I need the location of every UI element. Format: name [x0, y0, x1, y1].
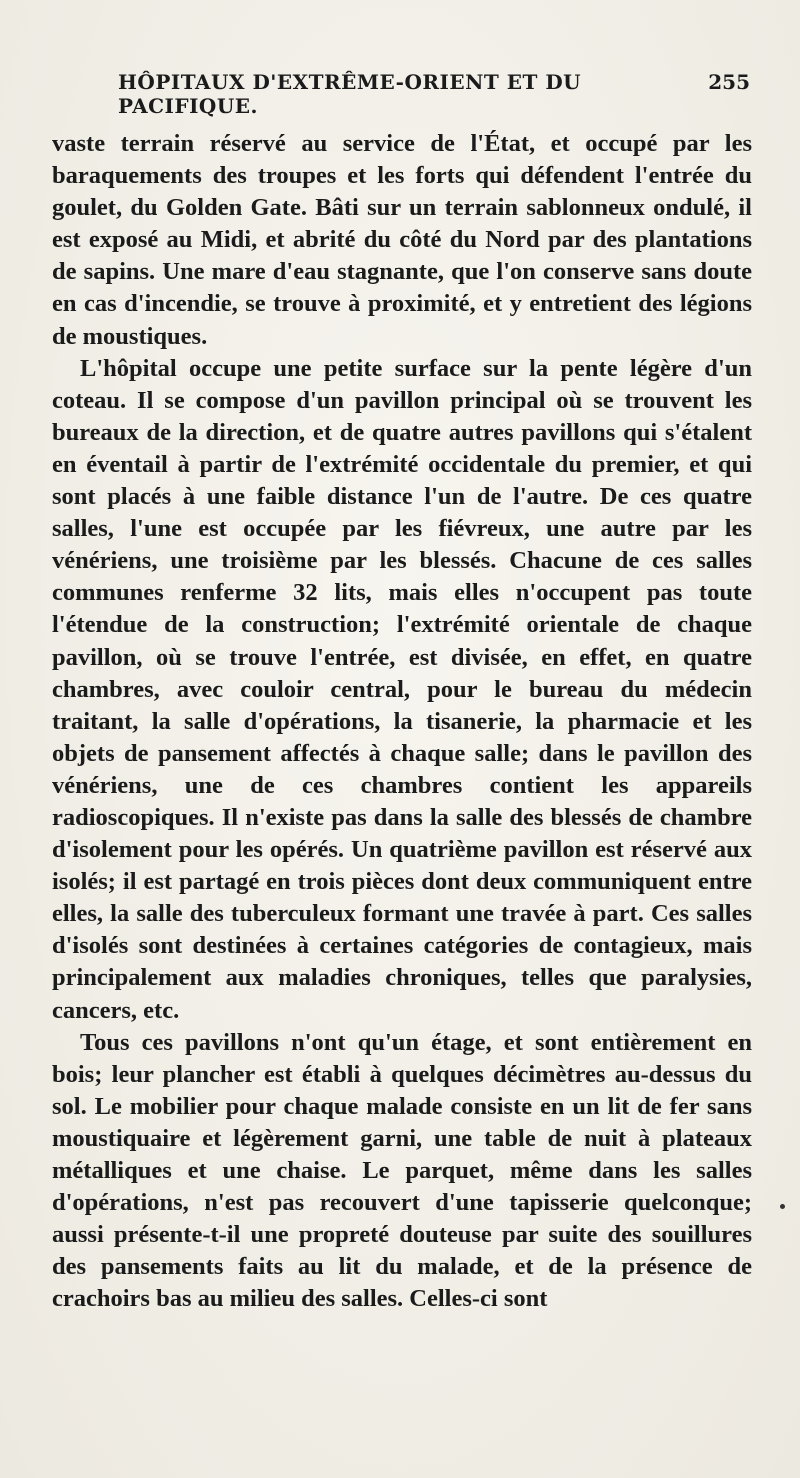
body-text [52, 128, 752, 1315]
paragraph-1: vaste terrain réservé au service de l'État, et occupé par les baraquements des troupes et les forts qui défendent l'entrée du goulet, du Golden Gate. Bâti sur un terrain sablonneux ondulé, il est exposé au Midi, et abrité du côté du Nord par des plantations de sapins. Une mare d'eau stagnante, que l'on conserve sans doute en cas d'incendie, se trouve à proximité, et y entretient des légions de moustiques. [52, 130, 752, 350]
running-header [52, 70, 752, 118]
paragraph-3: Tous ces pavillons n'ont qu'un étage, et sont entièrement en bois; leur plancher est établi à quelques décimètres au-dessus du sol. Le mobilier pour chaque malade consiste en un lit de fer sans moustiquaire et légèrement garni, une table de nuit à plateaux métalliques et une chaise. Le parquet, même dans les salles d'opérations, n'est pas recouvert d'une tapisserie quelconque; aussi présente-t-il une propreté douteuse par suite des souillures des pansements faits au lit du malade, et de la présence de crachoirs bas au milieu des salles. Celles-ci sont [52, 1028, 752, 1313]
margin-speck [780, 1204, 785, 1209]
paragraph-2: L'hôpital occupe une petite surface sur la pente légère d'un coteau. Il se compose d'un pavillon principal où se trouvent les bureaux de la direction, et de quatre autres pavillons qui s'étalent en éventail à partir de l'extrémité occidentale du premier, et qui sont placés à une faible distance l'un de l'autre. De ces quatre salles, l'une est occupée par les fiévreux, une autre par les vénériens, une troisième par les blessés. Chacune de ces salles communes renferme 32 lits, mais elles n'occupent pas toute l'étendue de la construction; l'extrémité orientale de chaque pavillon, où se trouve l'entrée, est divisée, en effet, en quatre chambres, avec couloir central, pour le bureau du médecin traitant, la salle d'opérations, la tisanerie, la pharmacie et les objets de pansement affectés à chaque salle; dans le pavillon des vénériens, une de ces chambres contient les appareils radioscopiques. Il n'existe pas dans la salle des blessés de chambre d'isolement pour les opérés. Un quatrième pavillon est réservé aux isolés; il est partagé en trois pièces dont deux communiquent entre elles, la salle des tuberculeux formant une travée à part. Ces salles d'isolés sont destinées à certaines catégories de contagieux, mais principalement aux maladies chroniques, telles que paralysies, cancers, etc. [52, 354, 752, 1024]
page-number: 255 [708, 70, 750, 94]
running-title: HÔPITAUX D'EXTRÊME-ORIENT ET DU PACIFIQUE. [118, 70, 582, 118]
